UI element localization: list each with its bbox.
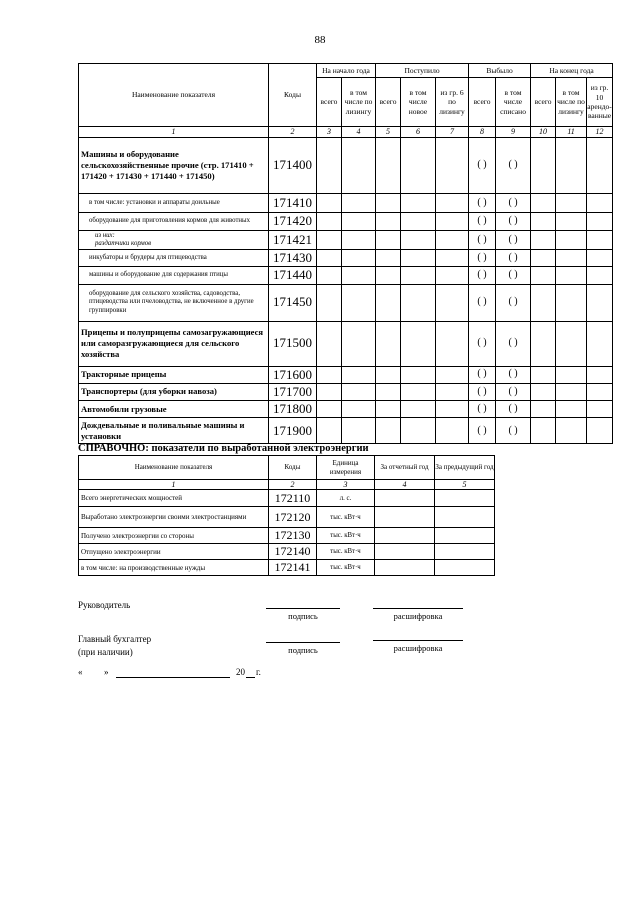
table-row — [79, 507, 495, 528]
header-received: Поступило — [376, 64, 469, 78]
value-cell[interactable] — [556, 213, 587, 231]
ref-header-codes: Коды — [269, 456, 317, 480]
ref-row-unit: тыс. кВт·ч — [317, 507, 375, 528]
value-cell[interactable]: ( ) — [496, 418, 531, 444]
date-year-suffix: г. — [256, 667, 261, 677]
value-cell[interactable]: ( ) — [469, 267, 496, 284]
row-code: 171700 — [269, 383, 317, 400]
value-cell[interactable] — [587, 401, 613, 418]
value-cell[interactable] — [587, 284, 613, 321]
value-cell[interactable]: ( ) — [469, 250, 496, 267]
date-year-line — [246, 677, 255, 678]
value-cell[interactable] — [556, 418, 587, 444]
row-name: в том числе: установки и аппараты доильные — [79, 194, 269, 213]
ref-row-code: 172141 — [269, 560, 317, 576]
value-cell[interactable] — [436, 284, 469, 321]
value-cell[interactable]: ( ) — [496, 213, 531, 231]
row-name: Тракторные прицепы — [79, 366, 269, 383]
row-name: оборудование для сельского хозяйства, садоводства, птицеводства или пчеловодства, не включенное в другие группировки — [79, 284, 269, 321]
value-cell[interactable] — [436, 231, 469, 250]
value-cell[interactable] — [556, 194, 587, 213]
row-name: из них: раздатчики кормов — [79, 231, 269, 250]
value-cell[interactable] — [587, 213, 613, 231]
row-name: Прицепы и полуприцепы самозагружающиеся или саморазгружающиеся для сельского хозяйства — [79, 321, 269, 366]
value-cell[interactable] — [342, 366, 376, 383]
value-cell[interactable] — [342, 213, 376, 231]
page-number: 88 — [314, 34, 326, 46]
value-cell[interactable] — [556, 284, 587, 321]
header-codes: Коды — [269, 64, 317, 127]
ref-row-unit: тыс. кВт·ч — [317, 544, 375, 560]
value-cell[interactable] — [376, 267, 401, 284]
value-cell[interactable] — [317, 250, 342, 267]
table-row — [79, 213, 613, 231]
date-open-quote: « — [78, 667, 83, 677]
col-number: 9 — [496, 127, 531, 138]
value-cell[interactable] — [556, 231, 587, 250]
value-cell[interactable] — [401, 213, 436, 231]
value-cell[interactable] — [436, 418, 469, 444]
row-name: Машины и оборудование сельскохозяйственные прочие (стр. 171410 + 171420 + 171430 + 171440 + 171450) — [79, 138, 269, 194]
value-cell[interactable] — [376, 231, 401, 250]
value-cell[interactable] — [556, 267, 587, 284]
ref-row-unit: л. с. — [317, 490, 375, 507]
value-cell[interactable] — [376, 284, 401, 321]
row-name: оборудование для приготовления кормов для животных — [79, 213, 269, 231]
value-cell[interactable] — [376, 250, 401, 267]
header-total: всего — [376, 78, 401, 127]
table-row — [79, 528, 495, 544]
value-cell[interactable] — [531, 267, 556, 284]
col-number: 6 — [401, 127, 436, 138]
signature-caption: подпись — [288, 645, 318, 655]
value-cell[interactable] — [436, 138, 469, 194]
ref-column-numbers-row — [79, 480, 495, 490]
ref-header-reporting: За отчетный год — [375, 456, 435, 480]
value-cell[interactable]: ( ) — [469, 366, 496, 383]
header-from-col10-leased: из гр. 10 арендо-ванные — [587, 78, 613, 127]
value-cell[interactable] — [317, 383, 342, 400]
value-cell[interactable] — [435, 528, 495, 544]
value-cell[interactable] — [587, 250, 613, 267]
head-decoding-line — [373, 608, 463, 609]
value-cell[interactable] — [587, 231, 613, 250]
value-cell[interactable]: ( ) — [469, 138, 496, 194]
decoding-caption: расшифровка — [393, 643, 443, 653]
value-cell[interactable]: ( ) — [496, 231, 531, 250]
col-number: 10 — [531, 127, 556, 138]
value-cell[interactable] — [531, 250, 556, 267]
value-cell[interactable] — [587, 321, 613, 366]
value-cell[interactable] — [435, 560, 495, 576]
value-cell[interactable] — [531, 284, 556, 321]
value-cell[interactable] — [342, 284, 376, 321]
ref-row-code: 172140 — [269, 544, 317, 560]
value-cell[interactable]: ( ) — [469, 383, 496, 400]
ref-row-name: Выработано электроэнергии своими электростанциями — [79, 507, 269, 528]
col-number: 1 — [79, 127, 269, 138]
ref-row-name: Получено электроэнергии со стороны — [79, 528, 269, 544]
value-cell[interactable] — [317, 401, 342, 418]
header-total: всего — [469, 78, 496, 127]
value-cell[interactable] — [317, 366, 342, 383]
signature-caption: подпись — [288, 611, 318, 621]
row-name: машины и оборудование для содержания птицы — [79, 267, 269, 284]
decoding-caption: расшифровка — [393, 611, 443, 621]
column-numbers-row — [79, 127, 613, 138]
value-cell[interactable] — [587, 366, 613, 383]
ref-header-name: Наименование показателя — [79, 456, 269, 480]
value-cell[interactable] — [342, 250, 376, 267]
value-cell[interactable] — [375, 544, 435, 560]
value-cell[interactable]: ( ) — [469, 418, 496, 444]
value-cell[interactable] — [342, 267, 376, 284]
value-cell[interactable] — [587, 194, 613, 213]
row-code: 171440 — [269, 267, 317, 284]
table-row — [79, 267, 613, 284]
table-row — [79, 321, 613, 366]
value-cell[interactable] — [531, 194, 556, 213]
table-row — [79, 194, 613, 213]
value-cell[interactable] — [436, 194, 469, 213]
row-code: 171900 — [269, 418, 317, 444]
table-row — [79, 366, 613, 383]
value-cell[interactable] — [556, 250, 587, 267]
col-number: 12 — [587, 127, 613, 138]
value-cell[interactable] — [556, 138, 587, 194]
value-cell[interactable] — [435, 544, 495, 560]
value-cell[interactable] — [375, 490, 435, 507]
value-cell[interactable] — [342, 401, 376, 418]
head-signature-line — [266, 608, 340, 609]
value-cell[interactable] — [401, 267, 436, 284]
value-cell[interactable] — [401, 250, 436, 267]
col-number: 1 — [79, 480, 269, 490]
col-number: 8 — [469, 127, 496, 138]
header-retired: Выбыло — [469, 64, 531, 78]
value-cell[interactable] — [401, 401, 436, 418]
value-cell[interactable] — [556, 321, 587, 366]
value-cell[interactable] — [587, 418, 613, 444]
ref-header-previous: За предыдущий год — [435, 456, 495, 480]
col-number: 3 — [317, 127, 342, 138]
value-cell[interactable]: ( ) — [496, 250, 531, 267]
accountant-signature-line — [266, 642, 340, 643]
value-cell[interactable] — [376, 366, 401, 383]
value-cell[interactable]: ( ) — [496, 194, 531, 213]
header-incl-leasing: в том числе по лизингу — [556, 78, 587, 127]
value-cell[interactable] — [436, 383, 469, 400]
value-cell[interactable]: ( ) — [469, 321, 496, 366]
value-cell[interactable]: ( ) — [496, 383, 531, 400]
accountant-decoding-line — [373, 640, 463, 641]
row-code: 171430 — [269, 250, 317, 267]
col-number: 2 — [269, 127, 317, 138]
header-incl-new: в том числе новое — [401, 78, 436, 127]
value-cell[interactable] — [531, 321, 556, 366]
ref-row-name: Всего энергетических мощностей — [79, 490, 269, 507]
value-cell[interactable] — [401, 383, 436, 400]
col-number: 2 — [269, 480, 317, 490]
value-cell[interactable]: ( ) — [496, 401, 531, 418]
table-row — [79, 138, 613, 194]
value-cell[interactable] — [376, 401, 401, 418]
value-cell[interactable] — [531, 213, 556, 231]
row-code: 171421 — [269, 231, 317, 250]
row-code: 171400 — [269, 138, 317, 194]
value-cell[interactable] — [376, 213, 401, 231]
value-cell[interactable] — [376, 321, 401, 366]
value-cell[interactable] — [436, 366, 469, 383]
row-name: инкубаторы и брудеры для птицеводства — [79, 250, 269, 267]
col-number: 3 — [317, 480, 375, 490]
value-cell[interactable] — [376, 418, 401, 444]
row-code: 171450 — [269, 284, 317, 321]
value-cell[interactable] — [587, 138, 613, 194]
value-cell[interactable] — [342, 321, 376, 366]
ref-row-unit: тыс. кВт·ч — [317, 560, 375, 576]
table-row — [79, 231, 613, 250]
table-row — [79, 418, 613, 444]
row-name: Транспортеры (для уборки навоза) — [79, 383, 269, 400]
date-close-quote: » — [104, 667, 109, 677]
value-cell[interactable] — [401, 284, 436, 321]
value-cell[interactable] — [401, 418, 436, 444]
row-code: 171600 — [269, 366, 317, 383]
value-cell[interactable] — [401, 366, 436, 383]
table-row — [79, 560, 495, 576]
value-cell[interactable] — [556, 366, 587, 383]
ref-header-unit: Единица измерения — [317, 456, 375, 480]
value-cell[interactable] — [531, 138, 556, 194]
header-total: всего — [531, 78, 556, 127]
row-code: 171500 — [269, 321, 317, 366]
value-cell[interactable] — [375, 507, 435, 528]
value-cell[interactable] — [436, 321, 469, 366]
value-cell[interactable] — [317, 267, 342, 284]
value-cell[interactable] — [587, 267, 613, 284]
value-cell[interactable] — [342, 231, 376, 250]
header-name: Наименование показателя — [79, 64, 269, 127]
value-cell[interactable] — [531, 366, 556, 383]
value-cell[interactable] — [436, 250, 469, 267]
value-cell[interactable]: ( ) — [496, 366, 531, 383]
header-incl-leasing: в том числе по лизингу — [342, 78, 376, 127]
col-number: 4 — [375, 480, 435, 490]
value-cell[interactable] — [531, 418, 556, 444]
head-label: Руководитель — [78, 600, 131, 610]
value-cell[interactable] — [436, 267, 469, 284]
row-code: 171800 — [269, 401, 317, 418]
value-cell[interactable] — [376, 138, 401, 194]
value-cell[interactable] — [317, 418, 342, 444]
value-cell[interactable]: ( ) — [496, 267, 531, 284]
value-cell[interactable] — [342, 383, 376, 400]
chief-accountant-label: Главный бухгалтер — [78, 634, 152, 644]
value-cell[interactable] — [317, 231, 342, 250]
value-cell[interactable] — [401, 321, 436, 366]
value-cell[interactable] — [317, 321, 342, 366]
col-number: 5 — [435, 480, 495, 490]
value-cell[interactable] — [556, 401, 587, 418]
ref-row-code: 172120 — [269, 507, 317, 528]
date-year-prefix: 20 — [236, 667, 245, 677]
value-cell[interactable] — [317, 284, 342, 321]
value-cell[interactable] — [587, 383, 613, 400]
value-cell[interactable] — [556, 383, 587, 400]
value-cell[interactable] — [375, 528, 435, 544]
value-cell[interactable] — [531, 231, 556, 250]
header-start-year: На начало года — [317, 64, 376, 78]
col-number: 4 — [342, 127, 376, 138]
col-number: 7 — [436, 127, 469, 138]
value-cell[interactable] — [435, 507, 495, 528]
row-code: 171420 — [269, 213, 317, 231]
value-cell[interactable] — [376, 383, 401, 400]
value-cell[interactable]: ( ) — [496, 284, 531, 321]
value-cell[interactable]: ( ) — [469, 231, 496, 250]
header-from-col6-leasing: из гр. 6 по лизингу — [436, 78, 469, 127]
value-cell[interactable] — [375, 560, 435, 576]
value-cell[interactable] — [435, 490, 495, 507]
row-name: Автомобили грузовые — [79, 401, 269, 418]
fixed-assets-table — [78, 63, 613, 444]
table-row — [79, 401, 613, 418]
value-cell[interactable] — [401, 138, 436, 194]
value-cell[interactable]: ( ) — [469, 284, 496, 321]
col-number: 5 — [376, 127, 401, 138]
value-cell[interactable] — [317, 213, 342, 231]
value-cell[interactable] — [342, 418, 376, 444]
col-number: 11 — [556, 127, 587, 138]
value-cell[interactable] — [317, 194, 342, 213]
value-cell[interactable] — [436, 213, 469, 231]
table-row — [79, 284, 613, 321]
value-cell[interactable] — [531, 383, 556, 400]
value-cell[interactable] — [342, 138, 376, 194]
header-total: всего — [317, 78, 342, 127]
ref-row-name: в том числе: на производственные нужды — [79, 560, 269, 576]
value-cell[interactable] — [342, 194, 376, 213]
header-end-year: На конец года — [531, 64, 613, 78]
date-month-line — [116, 677, 230, 678]
chief-accountant-note: (при наличии) — [78, 647, 133, 657]
ref-row-unit: тыс. кВт·ч — [317, 528, 375, 544]
table-row — [79, 250, 613, 267]
value-cell[interactable] — [436, 401, 469, 418]
value-cell[interactable] — [317, 138, 342, 194]
value-cell[interactable] — [376, 194, 401, 213]
header-incl-written-off: в том числе списано — [496, 78, 531, 127]
value-cell[interactable]: ( ) — [469, 213, 496, 231]
ref-row-code: 172130 — [269, 528, 317, 544]
row-code: 171410 — [269, 194, 317, 213]
value-cell[interactable]: ( ) — [469, 194, 496, 213]
row-name: Дождевальные и поливальные машины и установки — [79, 418, 269, 444]
table-row — [79, 490, 495, 507]
value-cell[interactable]: ( ) — [469, 401, 496, 418]
table-row — [79, 544, 495, 560]
ref-row-code: 172110 — [269, 490, 317, 507]
electricity-reference-table — [78, 455, 495, 576]
ref-row-name: Отпущено электроэнергии — [79, 544, 269, 560]
value-cell[interactable] — [401, 194, 436, 213]
value-cell[interactable] — [401, 231, 436, 250]
reference-title: СПРАВОЧНО: показатели по выработанной электроэнергии — [78, 443, 369, 454]
value-cell[interactable] — [531, 401, 556, 418]
value-cell[interactable]: ( ) — [496, 321, 531, 366]
value-cell[interactable]: ( ) — [496, 138, 531, 194]
table-row — [79, 383, 613, 400]
